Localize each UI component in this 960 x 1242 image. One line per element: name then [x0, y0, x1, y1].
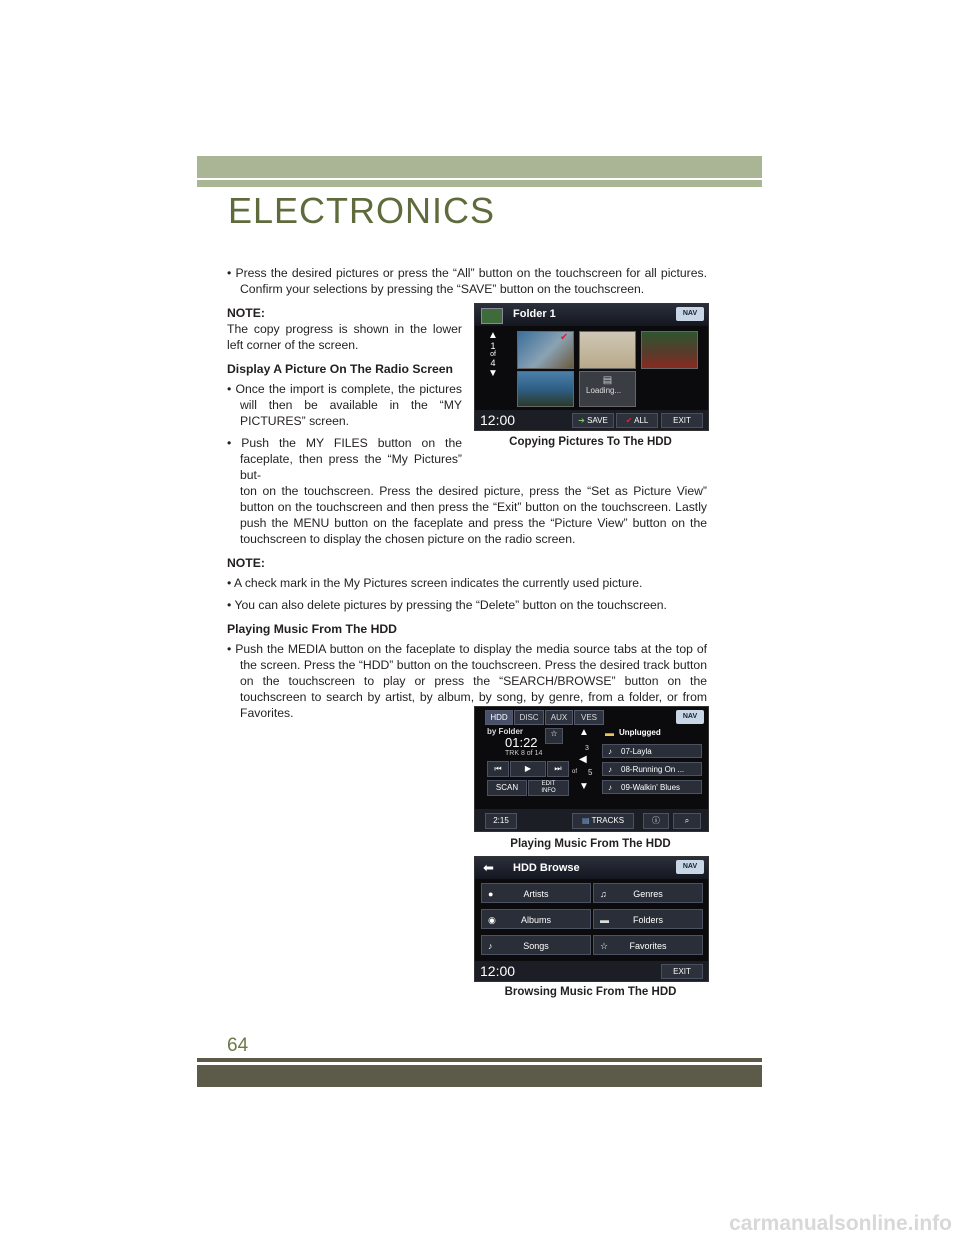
loading-thumbnail [579, 371, 636, 407]
watermark: carmanualsonline.info [729, 1212, 952, 1235]
picture-thumbnail[interactable] [579, 331, 636, 369]
guitar-icon: ♫ [600, 889, 607, 899]
info-label: INFO [541, 788, 556, 794]
header-band [197, 156, 762, 178]
favorite-icon[interactable]: ☆ [545, 728, 563, 744]
back-arrow-icon[interactable]: ⬅ [483, 860, 494, 875]
all-button[interactable] [616, 413, 658, 428]
figure-caption: Playing Music From The HDD [510, 838, 671, 850]
list-position-top: 3 [585, 745, 589, 752]
screen-title: Folder 1 [513, 308, 556, 320]
music-note-icon: ♪ [608, 747, 612, 756]
albums-button[interactable] [481, 909, 591, 929]
folder-name: Unplugged [619, 728, 661, 737]
narrow-column [227, 305, 462, 483]
bullet-media-button: • Push the MEDIA button on the faceplate to display the media source tabs at the top of the screen. Press the “HDD” button on the touchscreen. Press the desired track button on the touchscreen to play or press the “SEARCH/BROWSE” button on the touchscreen to search by artist, by album, by song, by genre, from a folder, or from Favorites. [227, 642, 707, 720]
play-time: 01:22 [505, 735, 538, 750]
music-note-icon: ♪ [608, 765, 612, 774]
star-icon: ☆ [600, 941, 609, 951]
screen-title: HDD Browse [513, 862, 580, 874]
track-label: 09-Walkin' Blues [621, 783, 681, 792]
exit-button[interactable]: EXIT [661, 413, 703, 428]
bullet-text: Press the desired pictures or press the “All” button on the touchscreen for all pictures. Confirm your selections by pressing the “SAVE” button on the touchscreen. [235, 266, 707, 296]
radio-screen-copy-pictures [474, 303, 709, 431]
info-icon[interactable]: ⓘ [643, 813, 669, 829]
clock: 12:00 [480, 963, 516, 979]
page-number: 64 [227, 1035, 249, 1056]
browse-mode: by Folder [487, 727, 524, 736]
subheading-playing-music: Playing Music From The HDD [227, 622, 397, 636]
bullet-my-files: • Push the MY FILES button on the faceplate, then press the “My Pictures” but- [227, 436, 462, 482]
footer-band-stripe [197, 1058, 762, 1062]
track-label: 08-Running On ... [621, 765, 685, 774]
next-track-button[interactable]: ⏭ [547, 761, 569, 777]
all-label: ALL [634, 416, 649, 425]
file-icon: ▤ [602, 375, 613, 386]
bullet-text: A check mark in the My Pictures screen indicates the currently used picture. [233, 576, 643, 590]
arrow-icon: ➔ [578, 416, 588, 425]
tracks-button[interactable] [572, 813, 634, 829]
folders-button[interactable] [593, 909, 703, 929]
bullet-text: Once the import is complete, the pictures will then be available in the “MY PICTURES” screen. [235, 382, 463, 428]
track-label: 07-Layla [621, 747, 652, 756]
list-down-icon[interactable]: ▼ [579, 781, 589, 792]
page-total: 4 [490, 358, 496, 368]
track-button[interactable] [602, 780, 702, 794]
figure-caption: Copying Pictures To The HDD [509, 436, 672, 448]
figure-caption: Browsing Music From The HDD [504, 986, 677, 998]
picture-thumbnail[interactable] [517, 371, 574, 407]
radio-screen-hdd-player [474, 706, 709, 832]
page-of: of [490, 351, 496, 358]
footer-band [197, 1065, 762, 1087]
save-label: SAVE [587, 416, 608, 425]
button-label: Favorites [629, 941, 667, 951]
bullet-select-pictures: • Press the desired pictures or press the “All” button on the touchscreen for all pictures. Confirm your selections by pressing the “SAVE” button on the touchscreen. [227, 266, 707, 296]
list-of: of [572, 769, 578, 775]
header-band-stripe [197, 180, 762, 187]
scroll-up-icon[interactable]: ▲ [488, 330, 498, 341]
list-icon: ▤ [581, 816, 592, 825]
screen-footer [475, 809, 708, 831]
speaker-icon: ◀ [579, 754, 587, 765]
picture-thumbnail[interactable] [641, 331, 698, 369]
screen-header [475, 857, 708, 879]
favorites-button[interactable] [593, 935, 703, 955]
folder-icon: ▬ [605, 728, 614, 738]
track-button[interactable] [602, 762, 702, 776]
bullet-text: Push the MY FILES button on the faceplate, then press the “My Pictures” but- [240, 436, 462, 482]
button-label: Folders [632, 915, 663, 925]
bullet-text: Push the MEDIA button on the faceplate to display the media source tabs at the top of the screen. Press the “HDD” button on the touchscreen. Press the desired track button on the touchscreen to play or press the “SEARCH/BROWSE” button on the touchscreen to search by artist, by album, by song, by genre, from a folder, or from Favorites. [235, 642, 707, 720]
clock: 12:00 [480, 412, 516, 428]
exit-button[interactable]: EXIT [661, 964, 703, 979]
scan-button[interactable]: SCAN [487, 780, 527, 796]
tracks-label: TRACKS [591, 816, 625, 825]
nav-badge: NAV [676, 307, 704, 321]
music-note-icon: ♪ [608, 783, 612, 792]
search-icon[interactable]: ⌕ [673, 813, 701, 829]
person-icon: ● [488, 889, 494, 899]
nav-badge: NAV [676, 860, 704, 874]
genres-button[interactable] [593, 883, 703, 903]
button-label: Albums [520, 915, 551, 925]
loading-label: Loading... [586, 386, 622, 395]
picture-folder-icon [481, 308, 503, 324]
radio-screen-hdd-browse [474, 856, 709, 982]
folder-icon: ▬ [600, 915, 609, 925]
check-icon: ✔ [625, 416, 635, 425]
page-current: 1 [490, 341, 496, 351]
page-scroller [478, 330, 508, 405]
note-label: NOTE: [227, 556, 265, 570]
bullet-my-files-continued: ton on the touchscreen. Press the desired picture, press the “Set as Picture View” button on the touchscreen and then press the “Exit” button on the touchscreen. Lastly push the MENU button on the faceplate and press the “Picture View” button on the touchscreen to display the chosen picture on the radio screen. [240, 484, 707, 546]
button-label: Artists [523, 889, 549, 899]
section-title: ELECTRONICS [228, 190, 496, 231]
screen-header [475, 304, 708, 326]
artists-button[interactable] [481, 883, 591, 903]
note-label: NOTE: [227, 306, 265, 320]
tab-ves[interactable]: VES [574, 710, 604, 725]
previous-track-button[interactable]: ⏮ [487, 761, 509, 777]
edit-label: EDIT [541, 781, 556, 787]
track-info: TRK 8 of 14 [505, 750, 543, 757]
tab-aux[interactable]: AUX [545, 710, 573, 725]
screen-footer [475, 961, 708, 981]
bullet-text: You can also delete pictures by pressing the “Delete” button on the touchscreen. [234, 598, 667, 612]
bullet-delete: • You can also delete pictures by pressing the “Delete” button on the touchscreen. [227, 598, 667, 612]
track-button[interactable] [602, 744, 702, 758]
disc-icon: ◉ [488, 915, 496, 925]
music-note-icon: ♪ [488, 941, 493, 951]
note-text: The copy progress is shown in the lower left corner of the screen. [227, 322, 462, 352]
edit-info-button[interactable] [528, 780, 569, 796]
tab-hdd[interactable]: HDD [485, 710, 513, 725]
play-button[interactable]: ▶ [510, 761, 546, 777]
subheading-display-picture: Display A Picture On The Radio Screen [227, 362, 453, 376]
bullet-import-complete: • Once the import is complete, the pictures will then be available in the “MY PICTURES” screen. [227, 382, 463, 428]
screen-footer [475, 410, 708, 430]
bullet-check-mark: • A check mark in the My Pictures screen indicates the currently used picture. [227, 576, 643, 590]
scroll-down-icon[interactable]: ▼ [488, 368, 498, 379]
nav-badge: NAV [676, 710, 704, 724]
elapsed-time: 2:15 [485, 813, 517, 829]
check-mark-icon: ✔ [560, 332, 569, 343]
songs-button[interactable] [481, 935, 591, 955]
tab-disc[interactable]: DISC [514, 710, 544, 725]
button-label: Songs [523, 941, 549, 951]
list-position-bottom: 5 [588, 768, 593, 777]
list-up-icon[interactable]: ▲ [579, 727, 589, 738]
save-button[interactable] [572, 413, 614, 428]
button-label: Genres [633, 889, 663, 899]
